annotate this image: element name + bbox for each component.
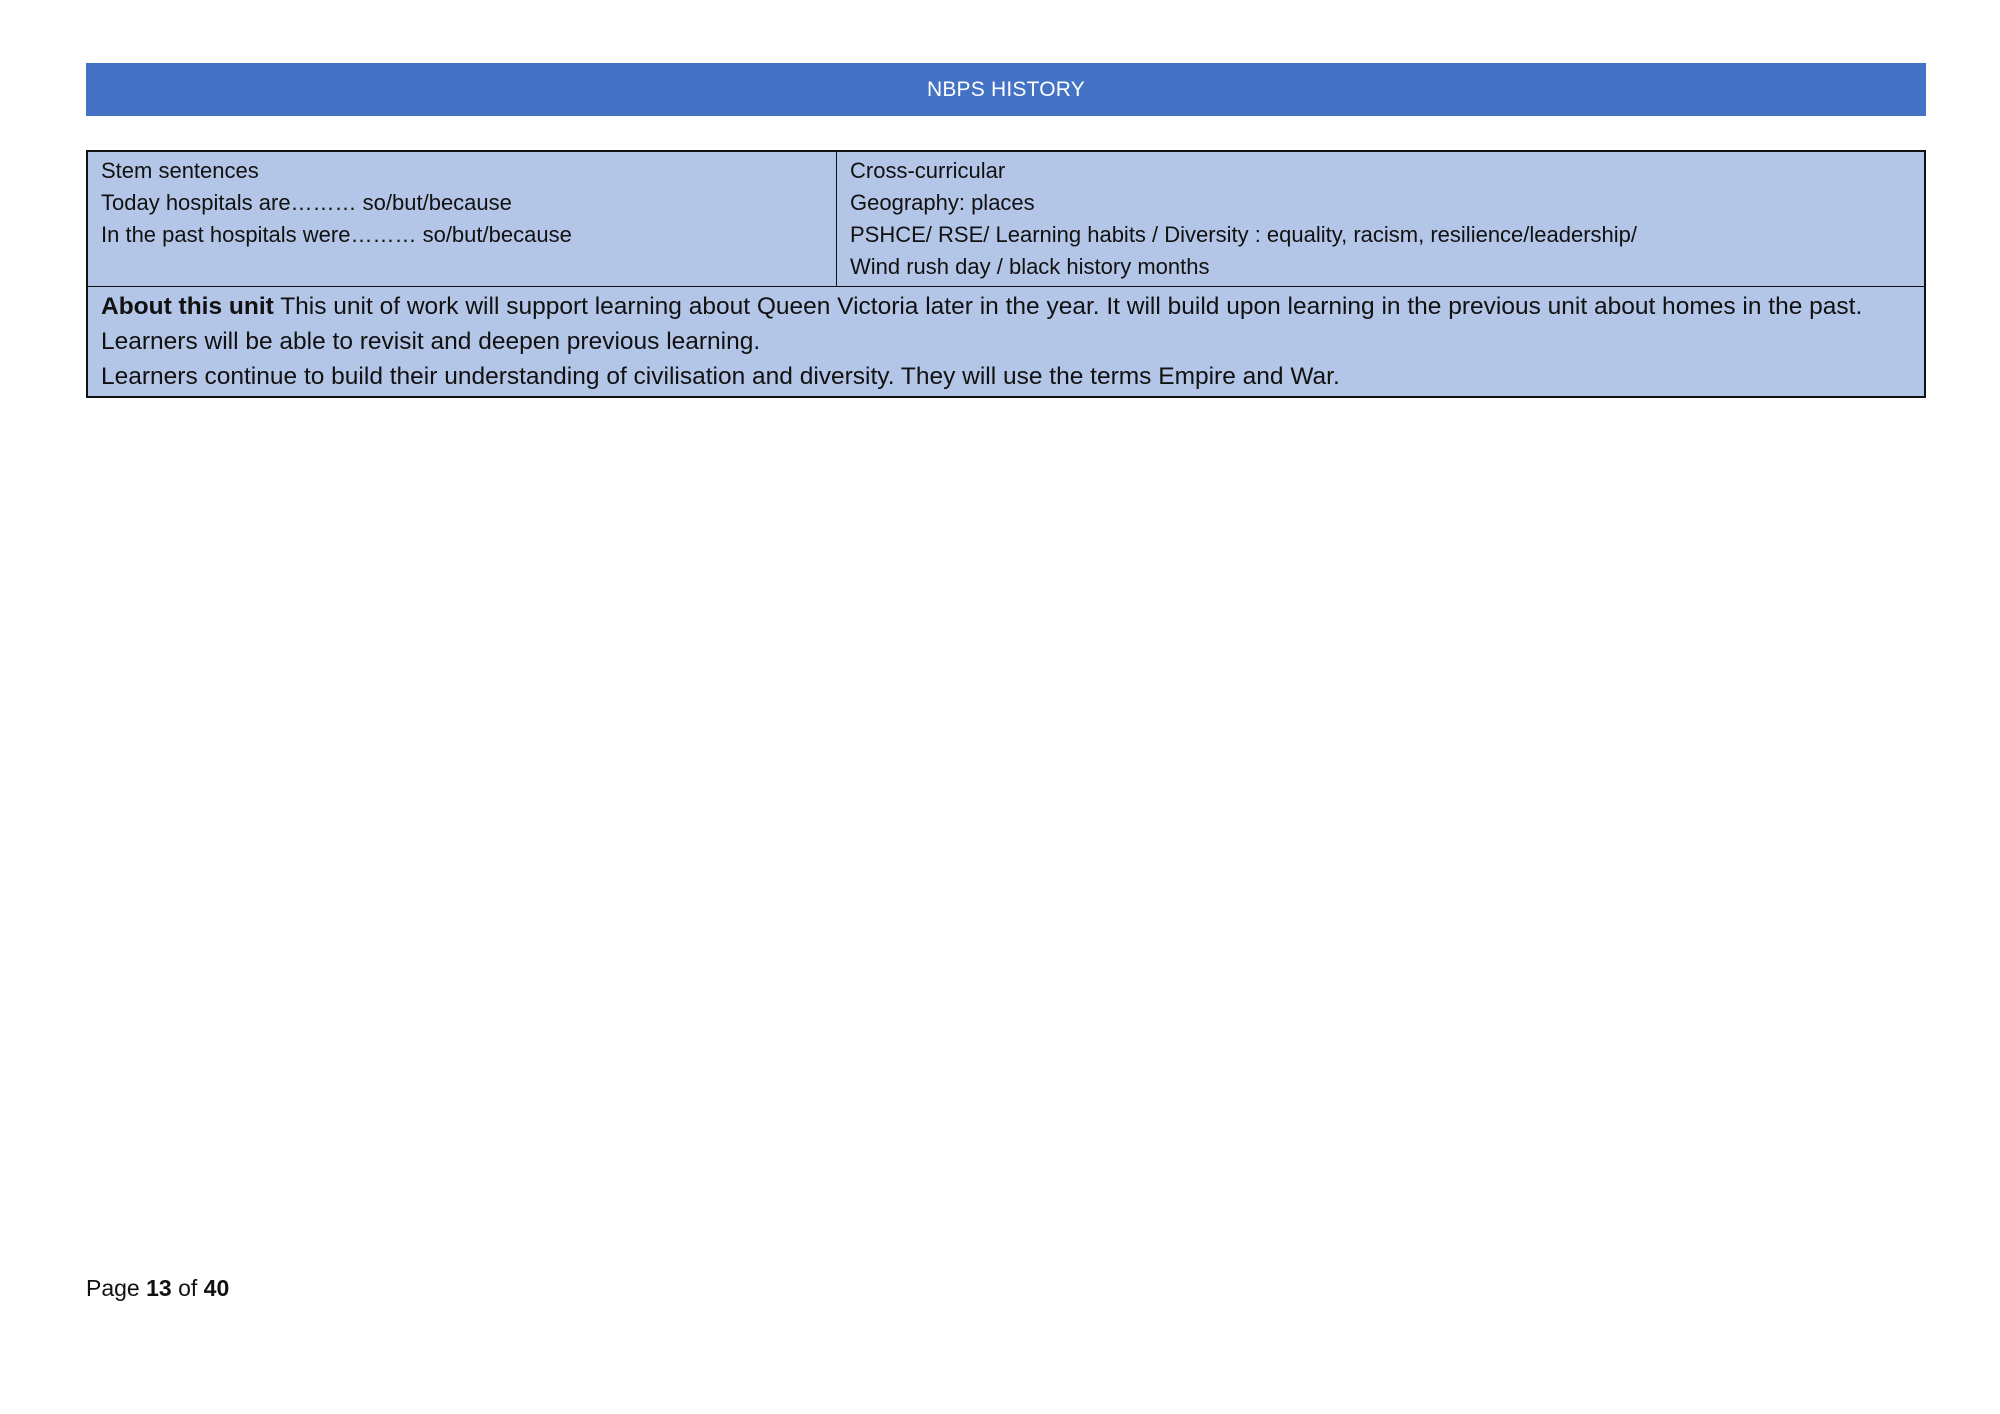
stem-sentence-2: In the past hospitals were……… so/but/because (101, 222, 572, 247)
table-row (87, 151, 1925, 287)
cross-curricular-line-3: Wind rush day / black history months (850, 254, 1210, 279)
about-unit-paragraph (101, 289, 1911, 359)
stem-sentence-1: Today hospitals are……… so/but/because (101, 190, 512, 215)
about-unit-heading: About this unit (101, 293, 274, 320)
cross-curricular-heading: Cross-curricular (850, 158, 1006, 183)
unit-info-table (86, 150, 1926, 398)
cross-curricular-line-1: Geography: places (850, 190, 1035, 215)
page-title: NBPS HISTORY (926, 77, 1085, 101)
page-label: Page (86, 1275, 140, 1301)
page-total: 40 (203, 1275, 230, 1301)
cross-curricular-cell (837, 151, 1926, 287)
page-number: 13 (146, 1275, 172, 1301)
stem-sentences-heading: Stem sentences (101, 158, 259, 183)
table-row (87, 287, 1925, 398)
about-unit-text: This unit of work will support learning about Queen Victoria later in the year. It will build upon learning in the previous unit about homes in the past. Learners will be able to revisit and deepen previous learning. (101, 293, 1863, 355)
page-title-banner (86, 63, 1926, 116)
about-unit-paragraph-2: Learners continue to build their understanding of civilisation and diversity. They will use the terms Empire and War. (101, 363, 1340, 390)
page-footer (86, 1275, 229, 1302)
cross-curricular-line-2: PSHCE/ RSE/ Learning habits / Diversity : equality, racism, resilience/leadership/ (850, 222, 1638, 247)
of-label: of (178, 1275, 198, 1301)
about-unit-cell (87, 287, 1925, 398)
stem-sentences-cell (87, 151, 837, 287)
